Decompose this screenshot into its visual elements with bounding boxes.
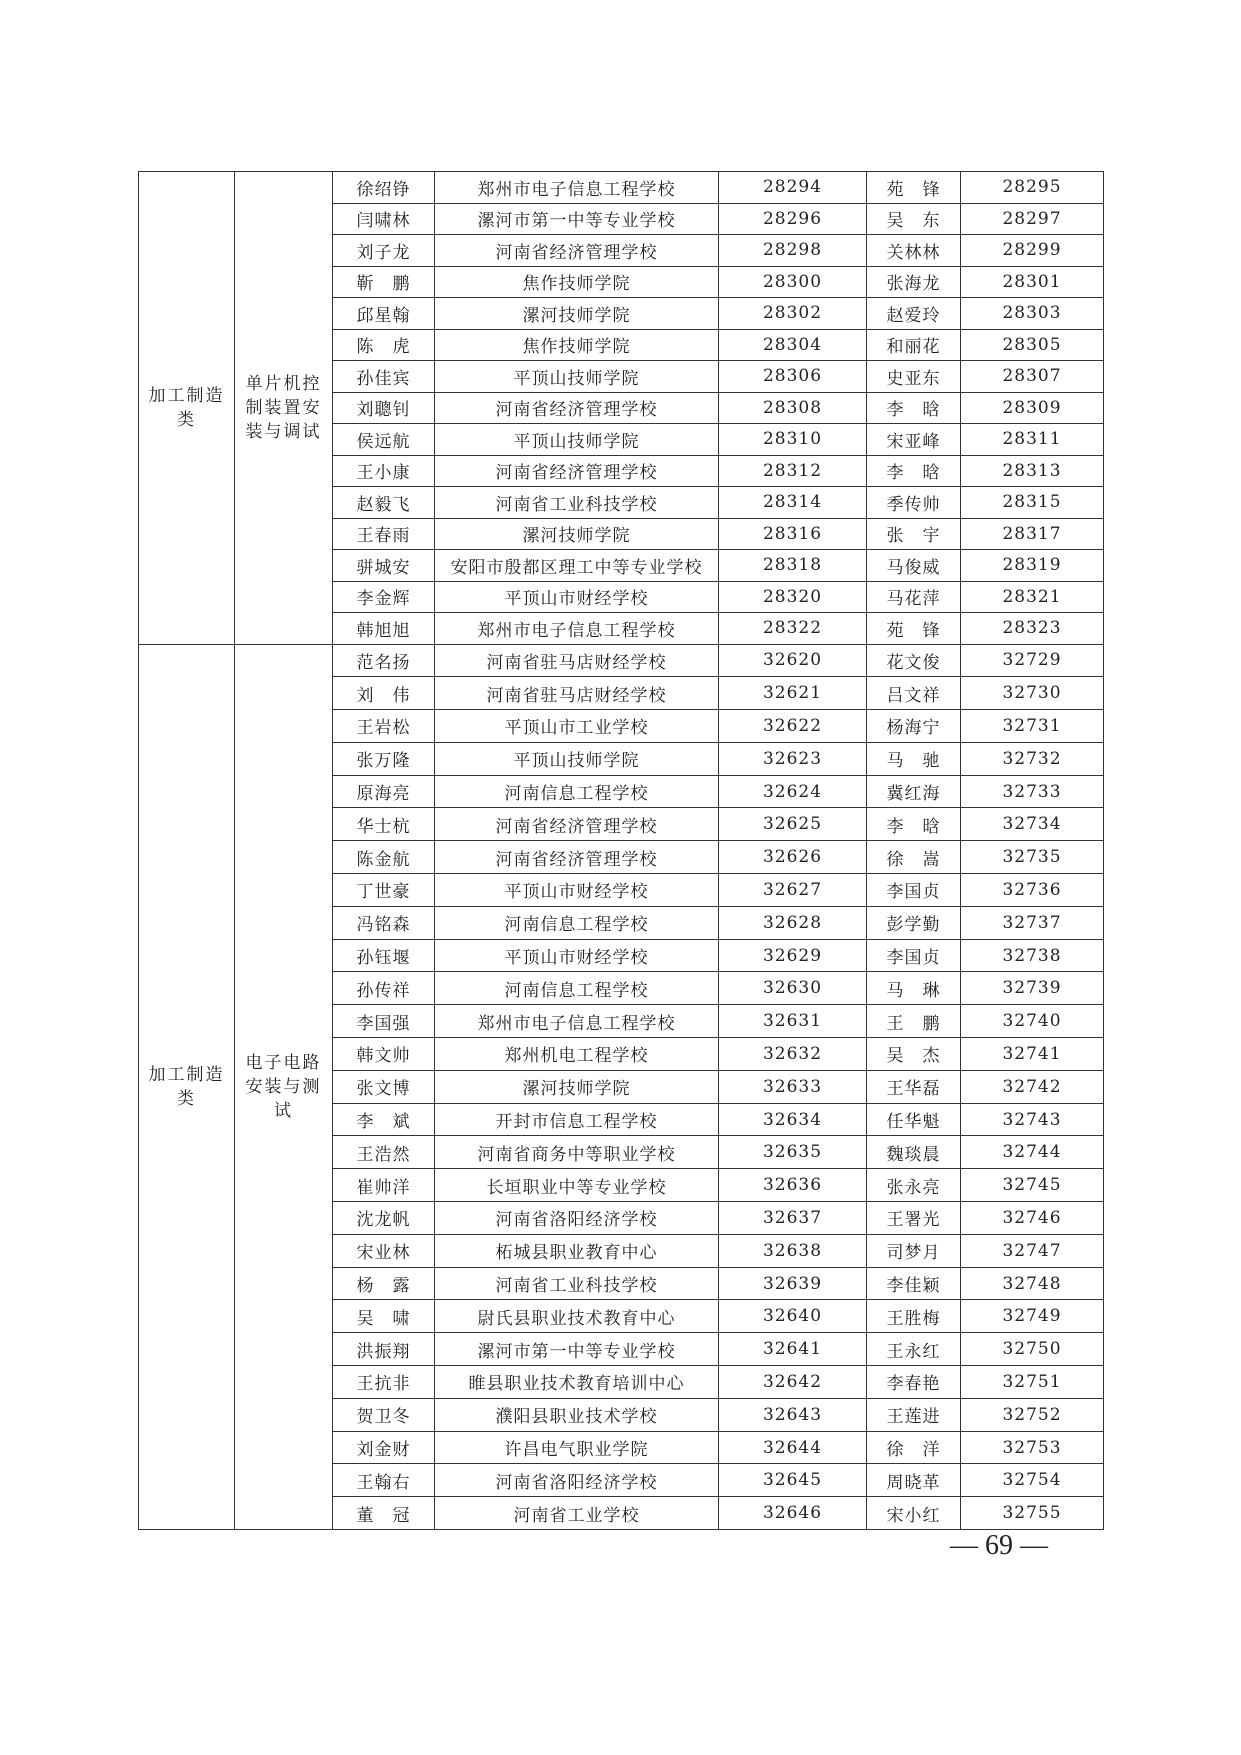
student-id-cell: 32621	[719, 677, 867, 710]
student-name-cell: 崔帅洋	[333, 1169, 435, 1202]
student-id-cell: 28322	[719, 613, 867, 645]
instructor-cell: 宋亚峰	[867, 424, 961, 456]
school-cell: 郑州市电子信息工程学校	[435, 172, 719, 204]
school-cell: 平顶山技师学院	[435, 742, 719, 775]
category-cell: 加工制造类	[139, 172, 235, 645]
school-cell: 尉氏县职业技术教育中心	[435, 1300, 719, 1333]
instructor-id-cell: 28301	[961, 266, 1104, 298]
instructor-cell: 李 晗	[867, 455, 961, 487]
student-id-cell: 28318	[719, 550, 867, 582]
student-id-cell: 32637	[719, 1202, 867, 1235]
instructor-cell: 周晓革	[867, 1464, 961, 1497]
instructor-id-cell: 32743	[961, 1103, 1104, 1136]
instructor-id-cell: 28311	[961, 424, 1104, 456]
school-cell: 濮阳县职业技术学校	[435, 1398, 719, 1431]
student-id-cell: 32643	[719, 1398, 867, 1431]
school-cell: 河南省驻马店财经学校	[435, 677, 719, 710]
student-name-cell: 刘子龙	[333, 235, 435, 267]
student-id-cell: 28302	[719, 298, 867, 330]
instructor-cell: 吴 东	[867, 203, 961, 235]
instructor-id-cell: 32729	[961, 644, 1104, 677]
instructor-id-cell: 32754	[961, 1464, 1104, 1497]
instructor-cell: 司梦月	[867, 1234, 961, 1267]
student-id-cell: 32629	[719, 939, 867, 972]
instructor-id-cell: 32751	[961, 1366, 1104, 1399]
student-name-cell: 洪振翔	[333, 1333, 435, 1366]
student-id-cell: 28308	[719, 392, 867, 424]
student-id-cell: 32632	[719, 1038, 867, 1071]
instructor-cell: 赵爱玲	[867, 298, 961, 330]
student-name-cell: 李 斌	[333, 1103, 435, 1136]
instructor-id-cell: 32742	[961, 1070, 1104, 1103]
school-cell: 河南省经济管理学校	[435, 808, 719, 841]
instructor-id-cell: 32747	[961, 1234, 1104, 1267]
school-cell: 河南信息工程学校	[435, 906, 719, 939]
student-name-cell: 刘金财	[333, 1431, 435, 1464]
instructor-id-cell: 32744	[961, 1136, 1104, 1169]
instructor-cell: 吴 杰	[867, 1038, 961, 1071]
student-name-cell: 冯铭森	[333, 906, 435, 939]
student-name-cell: 杨 露	[333, 1267, 435, 1300]
student-name-cell: 徐绍铮	[333, 172, 435, 204]
school-cell: 河南信息工程学校	[435, 775, 719, 808]
student-name-cell: 骈城安	[333, 550, 435, 582]
student-id-cell: 32627	[719, 874, 867, 907]
student-name-cell: 原海亮	[333, 775, 435, 808]
school-cell: 河南省经济管理学校	[435, 455, 719, 487]
student-id-cell: 32628	[719, 906, 867, 939]
school-cell: 平顶山市财经学校	[435, 581, 719, 613]
category-cell: 加工制造类	[139, 644, 235, 1530]
instructor-cell: 吕文祥	[867, 677, 961, 710]
student-name-cell: 邱星翰	[333, 298, 435, 330]
student-id-cell: 32633	[719, 1070, 867, 1103]
student-id-cell: 28300	[719, 266, 867, 298]
instructor-cell: 马花萍	[867, 581, 961, 613]
school-cell: 河南省洛阳经济学校	[435, 1464, 719, 1497]
instructor-cell: 马 琳	[867, 972, 961, 1005]
instructor-cell: 王华磊	[867, 1070, 961, 1103]
instructor-id-cell: 28315	[961, 487, 1104, 519]
instructor-cell: 李国贞	[867, 939, 961, 972]
school-cell: 柘城县职业教育中心	[435, 1234, 719, 1267]
school-cell: 河南省洛阳经济学校	[435, 1202, 719, 1235]
school-cell: 许昌电气职业学院	[435, 1431, 719, 1464]
student-name-cell: 吴 啸	[333, 1300, 435, 1333]
page-number: — 69 —	[950, 1530, 1048, 1561]
instructor-cell: 花文俊	[867, 644, 961, 677]
instructor-cell: 王莲进	[867, 1398, 961, 1431]
instructor-cell: 张永亮	[867, 1169, 961, 1202]
student-id-cell: 32642	[719, 1366, 867, 1399]
student-name-cell: 王春雨	[333, 518, 435, 550]
student-id-cell: 32636	[719, 1169, 867, 1202]
student-name-cell: 刘聰钊	[333, 392, 435, 424]
student-name-cell: 王翰右	[333, 1464, 435, 1497]
student-name-cell: 韩旭旭	[333, 613, 435, 645]
instructor-id-cell: 32753	[961, 1431, 1104, 1464]
school-cell: 漯河市第一中等专业学校	[435, 203, 719, 235]
instructor-id-cell: 32734	[961, 808, 1104, 841]
student-name-cell: 宋业林	[333, 1234, 435, 1267]
instructor-cell: 苑 锋	[867, 613, 961, 645]
student-id-cell: 32640	[719, 1300, 867, 1333]
student-name-cell: 李国强	[333, 1005, 435, 1038]
school-cell: 郑州市电子信息工程学校	[435, 1005, 719, 1038]
student-id-cell: 28298	[719, 235, 867, 267]
instructor-cell: 宋小红	[867, 1497, 961, 1530]
instructor-id-cell: 28305	[961, 329, 1104, 361]
instructor-cell: 关林林	[867, 235, 961, 267]
instructor-id-cell: 28295	[961, 172, 1104, 204]
instructor-id-cell: 28307	[961, 361, 1104, 393]
student-id-cell: 28312	[719, 455, 867, 487]
instructor-cell: 李 晗	[867, 392, 961, 424]
student-id-cell: 32641	[719, 1333, 867, 1366]
school-cell: 河南省经济管理学校	[435, 235, 719, 267]
instructor-id-cell: 32746	[961, 1202, 1104, 1235]
instructor-id-cell: 32748	[961, 1267, 1104, 1300]
instructor-id-cell: 32749	[961, 1300, 1104, 1333]
student-id-cell: 32644	[719, 1431, 867, 1464]
student-name-cell: 刘 伟	[333, 677, 435, 710]
school-cell: 平顶山市财经学校	[435, 939, 719, 972]
instructor-id-cell: 32745	[961, 1169, 1104, 1202]
school-cell: 平顶山市财经学校	[435, 874, 719, 907]
school-cell: 焦作技师学院	[435, 329, 719, 361]
student-id-cell: 32639	[719, 1267, 867, 1300]
school-cell: 漯河市第一中等专业学校	[435, 1333, 719, 1366]
student-name-cell: 范名扬	[333, 644, 435, 677]
instructor-id-cell: 32737	[961, 906, 1104, 939]
instructor-id-cell: 32730	[961, 677, 1104, 710]
instructor-cell: 王胜梅	[867, 1300, 961, 1333]
student-id-cell: 28296	[719, 203, 867, 235]
student-id-cell: 32645	[719, 1464, 867, 1497]
instructor-id-cell: 28309	[961, 392, 1104, 424]
student-name-cell: 孙佳宾	[333, 361, 435, 393]
student-name-cell: 赵毅飞	[333, 487, 435, 519]
instructor-cell: 杨海宁	[867, 710, 961, 743]
instructor-id-cell: 28303	[961, 298, 1104, 330]
instructor-cell: 魏琰晨	[867, 1136, 961, 1169]
instructor-cell: 季传帅	[867, 487, 961, 519]
instructor-id-cell: 28321	[961, 581, 1104, 613]
school-cell: 河南省工业科技学校	[435, 487, 719, 519]
table-row	[139, 644, 1104, 677]
school-cell: 开封市信息工程学校	[435, 1103, 719, 1136]
instructor-id-cell: 32733	[961, 775, 1104, 808]
student-id-cell: 28320	[719, 581, 867, 613]
school-cell: 漯河技师学院	[435, 298, 719, 330]
instructor-cell: 和丽花	[867, 329, 961, 361]
instructor-cell: 马俊威	[867, 550, 961, 582]
instructor-cell: 徐 洋	[867, 1431, 961, 1464]
instructor-cell: 王署光	[867, 1202, 961, 1235]
instructor-id-cell: 28297	[961, 203, 1104, 235]
student-id-cell: 28294	[719, 172, 867, 204]
school-cell: 平顶山技师学院	[435, 424, 719, 456]
instructor-cell: 彭学勤	[867, 906, 961, 939]
instructor-cell: 张海龙	[867, 266, 961, 298]
roster-table	[138, 171, 1104, 1530]
student-id-cell: 28314	[719, 487, 867, 519]
instructor-id-cell: 32738	[961, 939, 1104, 972]
instructor-id-cell: 32755	[961, 1497, 1104, 1530]
school-cell: 平顶山市工业学校	[435, 710, 719, 743]
student-id-cell: 32626	[719, 841, 867, 874]
instructor-cell: 李佳颖	[867, 1267, 961, 1300]
student-id-cell: 32620	[719, 644, 867, 677]
school-cell: 河南省经济管理学校	[435, 841, 719, 874]
instructor-cell: 李春艳	[867, 1366, 961, 1399]
school-cell: 漯河技师学院	[435, 518, 719, 550]
school-cell: 河南省工业学校	[435, 1497, 719, 1530]
student-id-cell: 28316	[719, 518, 867, 550]
student-id-cell: 32646	[719, 1497, 867, 1530]
student-name-cell: 董 冠	[333, 1497, 435, 1530]
student-name-cell: 沈龙帆	[333, 1202, 435, 1235]
student-id-cell: 32622	[719, 710, 867, 743]
instructor-cell: 徐 嵩	[867, 841, 961, 874]
project-cell: 单片机控制装置安装与调试	[235, 172, 333, 645]
instructor-id-cell: 32741	[961, 1038, 1104, 1071]
student-name-cell: 韩文帅	[333, 1038, 435, 1071]
school-cell: 平顶山技师学院	[435, 361, 719, 393]
instructor-id-cell: 32752	[961, 1398, 1104, 1431]
school-cell: 焦作技师学院	[435, 266, 719, 298]
instructor-id-cell: 32731	[961, 710, 1104, 743]
student-id-cell: 28304	[719, 329, 867, 361]
student-name-cell: 孙传祥	[333, 972, 435, 1005]
instructor-id-cell: 28323	[961, 613, 1104, 645]
instructor-cell: 史亚东	[867, 361, 961, 393]
student-name-cell: 华士杭	[333, 808, 435, 841]
student-id-cell: 32631	[719, 1005, 867, 1038]
school-cell: 郑州机电工程学校	[435, 1038, 719, 1071]
school-cell: 河南省经济管理学校	[435, 392, 719, 424]
student-name-cell: 王抗非	[333, 1366, 435, 1399]
student-id-cell: 28306	[719, 361, 867, 393]
instructor-id-cell: 32740	[961, 1005, 1104, 1038]
instructor-cell: 王永红	[867, 1333, 961, 1366]
instructor-cell: 张 宇	[867, 518, 961, 550]
instructor-id-cell: 32736	[961, 874, 1104, 907]
instructor-cell: 任华魁	[867, 1103, 961, 1136]
instructor-cell: 王 鹏	[867, 1005, 961, 1038]
school-cell: 河南省商务中等职业学校	[435, 1136, 719, 1169]
student-id-cell: 28310	[719, 424, 867, 456]
school-cell: 睢县职业技术教育培训中心	[435, 1366, 719, 1399]
instructor-id-cell: 28317	[961, 518, 1104, 550]
school-cell: 长垣职业中等专业学校	[435, 1169, 719, 1202]
instructor-id-cell: 28319	[961, 550, 1104, 582]
student-name-cell: 孙钰堰	[333, 939, 435, 972]
student-name-cell: 闫啸林	[333, 203, 435, 235]
instructor-id-cell: 28313	[961, 455, 1104, 487]
school-cell: 河南省工业科技学校	[435, 1267, 719, 1300]
student-id-cell: 32630	[719, 972, 867, 1005]
student-name-cell: 王小康	[333, 455, 435, 487]
instructor-id-cell: 32732	[961, 742, 1104, 775]
school-cell: 河南省驻马店财经学校	[435, 644, 719, 677]
student-id-cell: 32623	[719, 742, 867, 775]
instructor-cell: 马 驰	[867, 742, 961, 775]
student-name-cell: 靳 鹏	[333, 266, 435, 298]
school-cell: 河南信息工程学校	[435, 972, 719, 1005]
instructor-id-cell: 28299	[961, 235, 1104, 267]
student-name-cell: 陈 虎	[333, 329, 435, 361]
student-name-cell: 贺卫冬	[333, 1398, 435, 1431]
school-cell: 漯河技师学院	[435, 1070, 719, 1103]
student-name-cell: 王浩然	[333, 1136, 435, 1169]
instructor-id-cell: 32750	[961, 1333, 1104, 1366]
instructor-cell: 苑 锋	[867, 172, 961, 204]
student-name-cell: 丁世豪	[333, 874, 435, 907]
student-id-cell: 32638	[719, 1234, 867, 1267]
student-name-cell: 侯远航	[333, 424, 435, 456]
instructor-cell: 冀红海	[867, 775, 961, 808]
student-name-cell: 张文博	[333, 1070, 435, 1103]
instructor-id-cell: 32735	[961, 841, 1104, 874]
table-row	[139, 172, 1104, 204]
student-id-cell: 32634	[719, 1103, 867, 1136]
roster-body	[139, 172, 1104, 1530]
student-name-cell: 王岩松	[333, 710, 435, 743]
instructor-cell: 李国贞	[867, 874, 961, 907]
student-name-cell: 张万隆	[333, 742, 435, 775]
student-id-cell: 32635	[719, 1136, 867, 1169]
student-name-cell: 李金辉	[333, 581, 435, 613]
instructor-id-cell: 32739	[961, 972, 1104, 1005]
project-cell: 电子电路安装与测试	[235, 644, 333, 1530]
school-cell: 郑州市电子信息工程学校	[435, 613, 719, 645]
student-name-cell: 陈金航	[333, 841, 435, 874]
student-id-cell: 32624	[719, 775, 867, 808]
school-cell: 安阳市殷都区理工中等专业学校	[435, 550, 719, 582]
instructor-cell: 李 晗	[867, 808, 961, 841]
student-id-cell: 32625	[719, 808, 867, 841]
